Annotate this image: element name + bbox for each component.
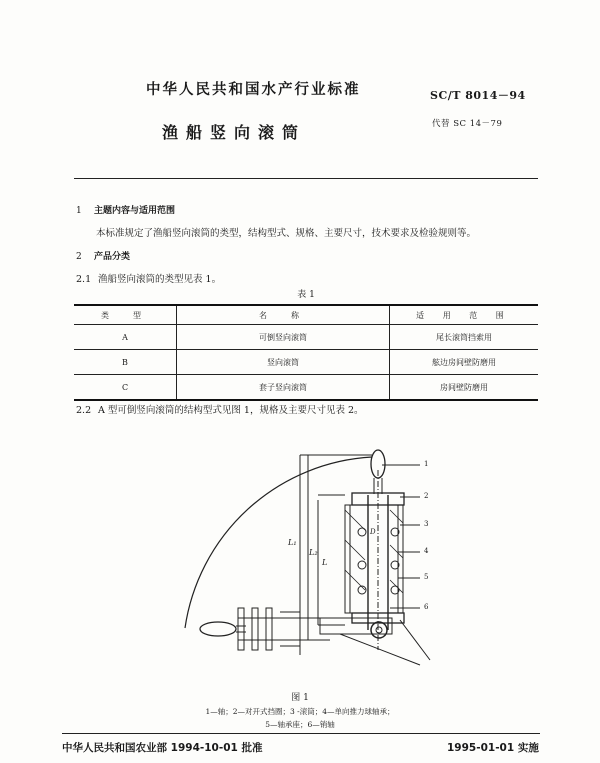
table-cell: 舷边房间壁防磨用	[390, 350, 539, 375]
column-header: 名 称	[177, 305, 390, 325]
table-cell: 可倒竖向滚筒	[177, 325, 390, 350]
section-number: 1	[76, 206, 82, 216]
callout-1: 1	[424, 460, 429, 468]
document-title: 渔船竖向滚筒	[162, 123, 307, 142]
table-cell: 房间壁防磨用	[390, 375, 539, 401]
callout-2: 2	[424, 492, 429, 500]
callout-6: 6	[424, 603, 429, 611]
section-2-1-text: 渔船竖向滚筒的类型见表 1。	[98, 274, 222, 285]
table-cell: C	[74, 375, 177, 401]
section-title: 产品分类	[94, 252, 131, 262]
section-2-2-text: A 型可倒竖向滚筒的结构型式见图 1，规格及主要尺寸见表 2。	[98, 405, 364, 416]
table-1-caption: 表 1	[297, 290, 315, 300]
table-cell: 套子竖向滚筒	[177, 375, 390, 401]
callout-4: 4	[424, 547, 429, 555]
table-cell: A	[74, 325, 177, 350]
callout-5: 5	[424, 573, 429, 581]
table-cell: 尾长滚筒挡索用	[390, 325, 539, 350]
dim-d-label: D	[370, 528, 376, 536]
figure-1-caption: 图 1	[291, 693, 309, 703]
column-header: 适 用 范 围	[390, 305, 539, 325]
section-title: 主题内容与适用范围	[94, 206, 176, 216]
dim-l1-label: L₁	[288, 538, 297, 547]
section-number: 2	[76, 252, 82, 262]
footer-rule	[62, 733, 540, 734]
section-number: 2.1	[76, 274, 92, 285]
figure-legend-line-2: 5—轴承座；6—销轴	[265, 720, 335, 729]
table-cell: 竖向滚筒	[177, 350, 390, 375]
replaces-note: 代替 SC 14－79	[432, 119, 503, 129]
standard-organization: 中华人民共和国水产行业标准	[146, 82, 361, 98]
figure-legend-line-1: 1—轴；2—对开式挡圈；3 -滚筒；4—单向推力球轴承；	[205, 707, 395, 716]
callout-3: 3	[424, 520, 429, 528]
section-number: 2.2	[76, 405, 92, 416]
dim-l-label: L	[322, 558, 328, 567]
section-1-text: 本标准规定了渔船竖向滚筒的类型，结构型式、规格、主要尺寸，技术要求及检验规则等。	[96, 228, 477, 239]
approval-note: 中华人民共和国农业部 1994-10-01 批准	[62, 742, 263, 754]
column-header: 类 型	[74, 305, 177, 325]
standard-code: SC/T 8014－94	[430, 89, 526, 102]
effective-date: 1995-01-01 实施	[447, 742, 539, 754]
table-cell: B	[74, 350, 177, 375]
dim-l2-label: L₂	[309, 548, 318, 557]
swing-arc	[185, 457, 372, 628]
